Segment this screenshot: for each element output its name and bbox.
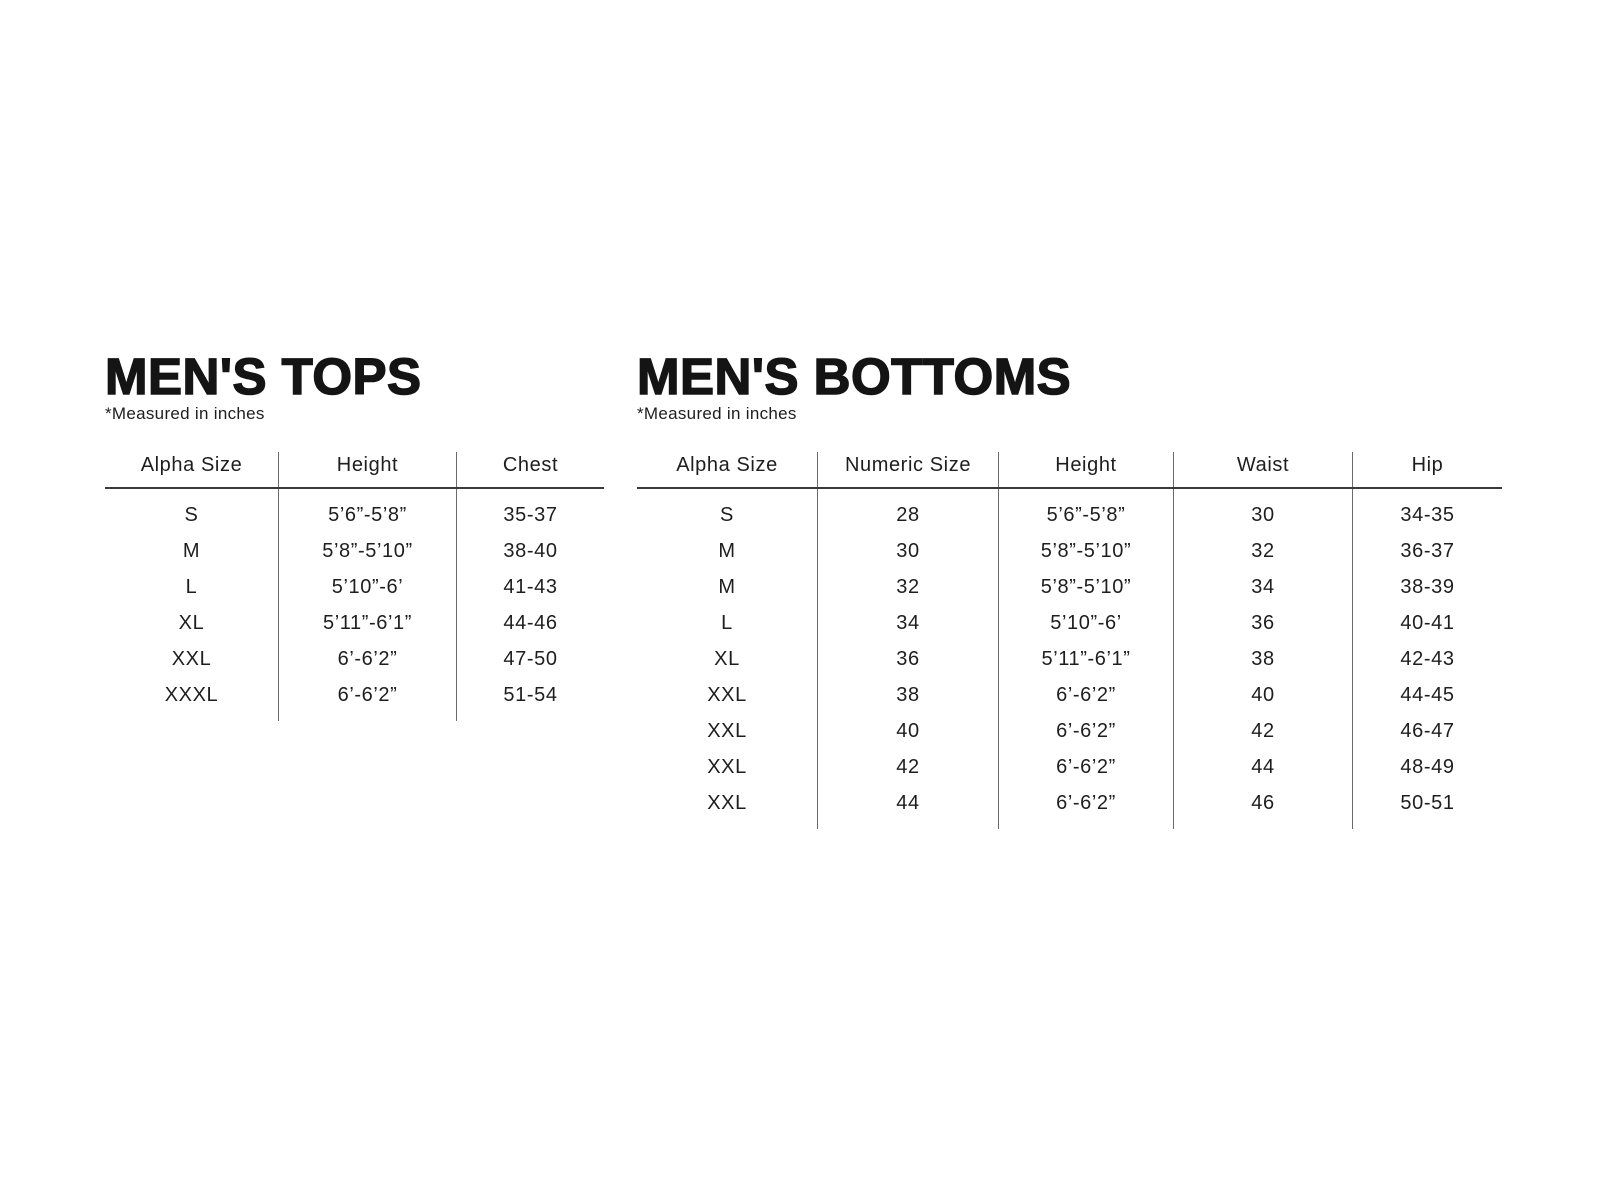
- cell-waist: 46: [1174, 785, 1353, 829]
- cell-chest: 47-50: [457, 641, 605, 677]
- cell-alpha-size: M: [718, 540, 736, 562]
- mens-bottoms-title: MEN'S BOTTOMS: [637, 348, 1072, 405]
- mens-bottoms-table-head: [637, 452, 1502, 488]
- cell-alpha-size: L: [721, 612, 733, 634]
- mens-tops-title: MEN'S TOPS: [105, 348, 422, 405]
- cell-waist: 32: [1174, 533, 1353, 569]
- cell-alpha-size: S: [720, 504, 734, 526]
- cell-hip: 46-47: [1353, 713, 1503, 749]
- size-row: [637, 569, 1502, 605]
- cell-height: 5’11”-6’1”: [279, 605, 457, 641]
- cell-hip: 40-41: [1353, 605, 1503, 641]
- cell-numeric-size: 40: [818, 713, 999, 749]
- size-row: [105, 605, 604, 641]
- cell-alpha-size: XXL: [171, 648, 212, 670]
- mens-tops-measured-note: *Measured in inches: [105, 404, 265, 423]
- cell-waist: 40: [1174, 677, 1353, 713]
- mens-tops-section: [105, 348, 602, 721]
- size-row: [105, 677, 604, 721]
- cell-height: 5’10”-6’: [999, 605, 1174, 641]
- size-row: [105, 641, 604, 677]
- cell-chest: 51-54: [457, 677, 605, 721]
- size-row: [105, 533, 604, 569]
- column-header-alpha-size: Alpha Size: [105, 452, 279, 488]
- cell-height: 5’6”-5’8”: [279, 488, 457, 533]
- cell-alpha-size: XXL: [707, 756, 747, 778]
- cell-hip: 38-39: [1353, 569, 1503, 605]
- size-row: [105, 488, 604, 533]
- cell-numeric-size: 28: [818, 488, 999, 533]
- cell-hip: 50-51: [1353, 785, 1503, 829]
- column-header-alpha-size: Alpha Size: [637, 452, 818, 488]
- cell-chest: 41-43: [457, 569, 605, 605]
- cell-waist: 38: [1174, 641, 1353, 677]
- cell-alpha-size: M: [718, 576, 736, 598]
- cell-height: 6’-6’2”: [999, 785, 1174, 829]
- mens-tops-table-body: [105, 488, 604, 721]
- cell-waist: 30: [1174, 488, 1353, 533]
- cell-height: 5’8”-5’10”: [999, 533, 1174, 569]
- cell-chest: 38-40: [457, 533, 605, 569]
- cell-height: 5’11”-6’1”: [999, 641, 1174, 677]
- cell-alpha-size: XXL: [707, 720, 747, 742]
- size-row: [105, 569, 604, 605]
- column-header-height: Height: [999, 452, 1174, 488]
- cell-waist: 34: [1174, 569, 1353, 605]
- cell-alpha-size: S: [184, 504, 199, 526]
- cell-numeric-size: 36: [818, 641, 999, 677]
- cell-numeric-size: 38: [818, 677, 999, 713]
- cell-numeric-size: 32: [818, 569, 999, 605]
- cell-height: 6’-6’2”: [999, 677, 1174, 713]
- size-row: [637, 605, 1502, 641]
- cell-height: 5’10”-6’: [279, 569, 457, 605]
- mens-tops-table: [105, 452, 604, 721]
- column-header-chest: Chest: [457, 452, 605, 488]
- mens-bottoms-section: [637, 348, 1499, 829]
- mens-bottoms-table-body: [637, 488, 1502, 829]
- cell-alpha-size: XL: [178, 612, 205, 634]
- cell-hip: 34-35: [1353, 488, 1503, 533]
- cell-chest: 35-37: [457, 488, 605, 533]
- size-row: [637, 533, 1502, 569]
- cell-height: 5’8”-5’10”: [999, 569, 1174, 605]
- cell-alpha-size: M: [182, 540, 201, 562]
- column-header-numeric-size: Numeric Size: [818, 452, 999, 488]
- mens-tops-table-head: [105, 452, 604, 488]
- mens-bottoms-table: [637, 452, 1502, 829]
- cell-height: 5’6”-5’8”: [999, 488, 1174, 533]
- cell-alpha-size: XXL: [707, 684, 747, 706]
- cell-height: 5’8”-5’10”: [279, 533, 457, 569]
- cell-hip: 36-37: [1353, 533, 1503, 569]
- size-row: [637, 785, 1502, 829]
- header-row: [637, 452, 1502, 488]
- cell-alpha-size: L: [185, 576, 198, 598]
- cell-alpha-size: XXL: [707, 792, 747, 814]
- header-row: [105, 452, 604, 488]
- cell-hip: 42-43: [1353, 641, 1503, 677]
- cell-numeric-size: 30: [818, 533, 999, 569]
- size-row: [637, 677, 1502, 713]
- cell-chest: 44-46: [457, 605, 605, 641]
- cell-numeric-size: 44: [818, 785, 999, 829]
- cell-numeric-size: 34: [818, 605, 999, 641]
- size-row: [637, 488, 1502, 533]
- mens-bottoms-measured-note: *Measured in inches: [637, 404, 797, 423]
- size-row: [637, 641, 1502, 677]
- cell-numeric-size: 42: [818, 749, 999, 785]
- size-row: [637, 713, 1502, 749]
- cell-waist: 42: [1174, 713, 1353, 749]
- cell-alpha-size: XL: [714, 648, 740, 670]
- cell-height: 6’-6’2”: [279, 641, 457, 677]
- cell-height: 6’-6’2”: [999, 713, 1174, 749]
- column-header-height: Height: [279, 452, 457, 488]
- cell-height: 6’-6’2”: [999, 749, 1174, 785]
- size-row: [637, 749, 1502, 785]
- cell-height: 6’-6’2”: [279, 677, 457, 721]
- cell-hip: 44-45: [1353, 677, 1503, 713]
- cell-waist: 44: [1174, 749, 1353, 785]
- column-header-hip: Hip: [1353, 452, 1503, 488]
- cell-waist: 36: [1174, 605, 1353, 641]
- cell-hip: 48-49: [1353, 749, 1503, 785]
- cell-alpha-size: XXXL: [164, 684, 219, 706]
- column-header-waist: Waist: [1174, 452, 1353, 488]
